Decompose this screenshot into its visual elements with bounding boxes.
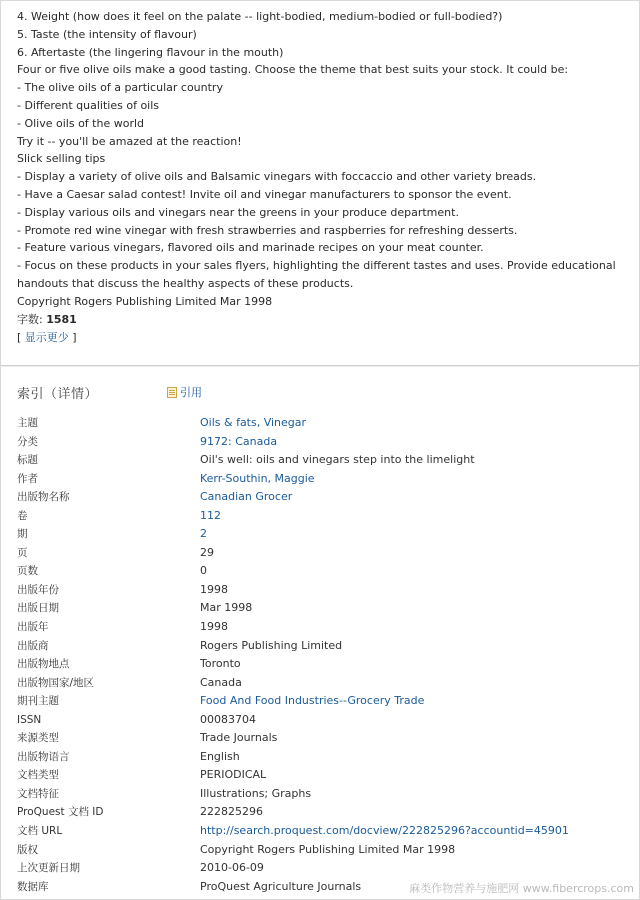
detail-value: Oil's well: oils and vinegars step into the limelight: [200, 453, 475, 467]
detail-label: 标题: [17, 454, 38, 467]
detail-label: ProQuest 文档 ID: [17, 806, 104, 819]
article-line: - Feature various vinegars, flavored oils and marinade recipes on your meat counter.: [17, 241, 484, 255]
detail-label: 作者: [17, 472, 38, 485]
detail-label: 来源类型: [17, 732, 59, 745]
detail-value-link[interactable]: Kerr-Southin, Maggie: [200, 471, 315, 485]
article-line: - Display various oils and vinegars near the greens in your produce department.: [17, 205, 459, 219]
detail-label: 出版物名称: [17, 491, 70, 504]
detail-label: 期: [17, 528, 28, 541]
detail-value: 00083704: [200, 712, 256, 726]
detail-value-link[interactable]: Oils & fats, Vinegar: [200, 416, 307, 429]
index-title: 索引（详情）: [17, 387, 99, 402]
detail-value-link[interactable]: 112: [200, 508, 221, 522]
document-icon: [167, 387, 177, 398]
detail-label: 出版物地点: [17, 658, 70, 671]
article-line: Slick selling tips: [17, 152, 106, 166]
detail-label: 数据库: [17, 880, 49, 893]
detail-value-link[interactable]: 2: [200, 527, 207, 541]
detail-label: 页: [17, 546, 28, 559]
detail-label: 版权: [17, 843, 38, 856]
detail-label: 分类: [17, 435, 38, 448]
detail-label: ISSN: [17, 713, 42, 726]
detail-row: [17, 562, 617, 581]
article-line: handouts that discuss the healthy aspects of these products.: [17, 276, 354, 290]
detail-value-link[interactable]: Food And Food Industries--Grocery Trade: [200, 694, 425, 708]
show-less-link[interactable]: 显示更少: [24, 331, 69, 345]
detail-label: 上次更新日期: [17, 862, 80, 875]
detail-row: [17, 581, 617, 600]
detail-value: Toronto: [200, 657, 241, 671]
show-less-open-bracket: [: [17, 331, 22, 345]
detail-value: 0: [200, 564, 207, 578]
detail-row: [17, 822, 617, 841]
article-line: 6. Aftertaste (the lingering flavour in the mouth): [17, 45, 284, 59]
detail-value: Rogers Publishing Limited: [200, 638, 343, 652]
article-line: Copyright Rogers Publishing Limited Mar 1998: [17, 294, 273, 308]
article-line: 5. Taste (the intensity of flavour): [17, 27, 197, 41]
detail-row: [17, 859, 617, 878]
article-line: - The olive oils of a particular country: [17, 81, 223, 95]
detail-value: 29: [200, 545, 214, 559]
article-line: - Promote red wine vinegar with fresh strawberries and raspberries for refreshing desserts.: [17, 223, 518, 237]
detail-label: 出版年: [17, 621, 49, 634]
cite-button[interactable]: [167, 384, 202, 400]
detail-value: Mar 1998: [200, 601, 253, 615]
detail-row: [17, 729, 617, 748]
detail-row: [17, 766, 617, 785]
detail-row: [17, 637, 617, 656]
detail-row: [17, 488, 617, 507]
word-count-label: 字数:: [17, 312, 43, 326]
detail-row: [17, 618, 617, 637]
detail-row: [17, 748, 617, 767]
word-count: [17, 311, 632, 329]
detail-value: 1998: [200, 620, 228, 634]
detail-value: English: [200, 749, 240, 763]
detail-value: 222825296: [200, 805, 263, 819]
article-line: Try it -- you'll be amazed at the reaction!: [17, 134, 242, 148]
detail-label: 出版年份: [17, 583, 59, 596]
detail-row: [17, 655, 617, 674]
detail-value: 1998: [200, 582, 228, 596]
detail-label: 主题: [17, 417, 38, 429]
article-text: [17, 8, 632, 347]
index-header: [17, 383, 617, 403]
detail-label: 文档类型: [17, 769, 59, 782]
article-lines: [17, 8, 632, 311]
detail-row: [17, 599, 617, 618]
detail-label: 文档 URL: [17, 825, 63, 838]
index-details-table: [17, 414, 617, 896]
detail-label: 卷: [17, 509, 28, 522]
detail-value: Canada: [200, 675, 242, 689]
detail-row: [17, 507, 617, 526]
detail-row: [17, 711, 617, 730]
detail-value-link[interactable]: 9172: Canada: [200, 434, 278, 448]
detail-value: ProQuest Agriculture Journals: [200, 879, 362, 893]
detail-label: 出版商: [17, 639, 49, 652]
article-line: - Different qualities of oils: [17, 98, 160, 112]
show-less-control: [17, 329, 632, 347]
detail-label: 文档特征: [17, 787, 59, 800]
detail-value-link[interactable]: Canadian Grocer: [200, 490, 293, 504]
detail-label: 期刊主题: [17, 695, 59, 708]
detail-value-link[interactable]: http://search.proquest.com/docview/222825296?accountid=45901: [200, 824, 569, 838]
article-line: 4. Weight (how does it feel on the palate -- light-bodied, medium-bodied or full-bodied?): [17, 10, 503, 23]
article-line: - Have a Caesar salad contest! Invite oil and vinegar manufacturers to sponsor the event.: [17, 187, 512, 201]
article-line: - Display a variety of olive oils and Balsamic vinegars with foccaccio and other variety breads.: [17, 170, 537, 184]
article-line: - Olive oils of the world: [17, 116, 145, 130]
detail-row: [17, 544, 617, 563]
detail-row: [17, 451, 617, 470]
detail-value: Illustrations; Graphs: [200, 786, 312, 800]
detail-row: [17, 414, 617, 433]
section-divider: [0, 365, 640, 366]
detail-value: Copyright Rogers Publishing Limited Mar 1998: [200, 842, 456, 856]
detail-row: [17, 692, 617, 711]
article-line: Four or five olive oils make a good tasting. Choose the theme that best suits your stock. It could be:: [17, 63, 569, 77]
article-line: - Focus on these products in your sales flyers, highlighting the different tastes and uses. Provide educational: [17, 259, 616, 273]
detail-row: [17, 803, 617, 822]
cite-label: 引用: [180, 386, 202, 399]
detail-value: PERIODICAL: [200, 768, 267, 782]
word-count-value: 1581: [46, 312, 77, 326]
detail-value: Trade Journals: [200, 731, 278, 745]
detail-value: 2010-06-09: [200, 861, 264, 875]
detail-label: 出版物语言: [17, 750, 70, 763]
detail-row: [17, 433, 617, 452]
show-less-close-bracket: ]: [72, 331, 77, 345]
detail-label: 出版日期: [17, 602, 59, 615]
detail-row: [17, 674, 617, 693]
detail-row: [17, 841, 617, 860]
detail-row: [17, 785, 617, 804]
watermark: 麻类作物营养与施肥网 www.fibercrops.com: [409, 882, 634, 895]
detail-row: [17, 525, 617, 544]
detail-label: 页数: [17, 565, 38, 578]
detail-row: [17, 470, 617, 489]
detail-label: 出版物国家/地区: [17, 676, 95, 689]
